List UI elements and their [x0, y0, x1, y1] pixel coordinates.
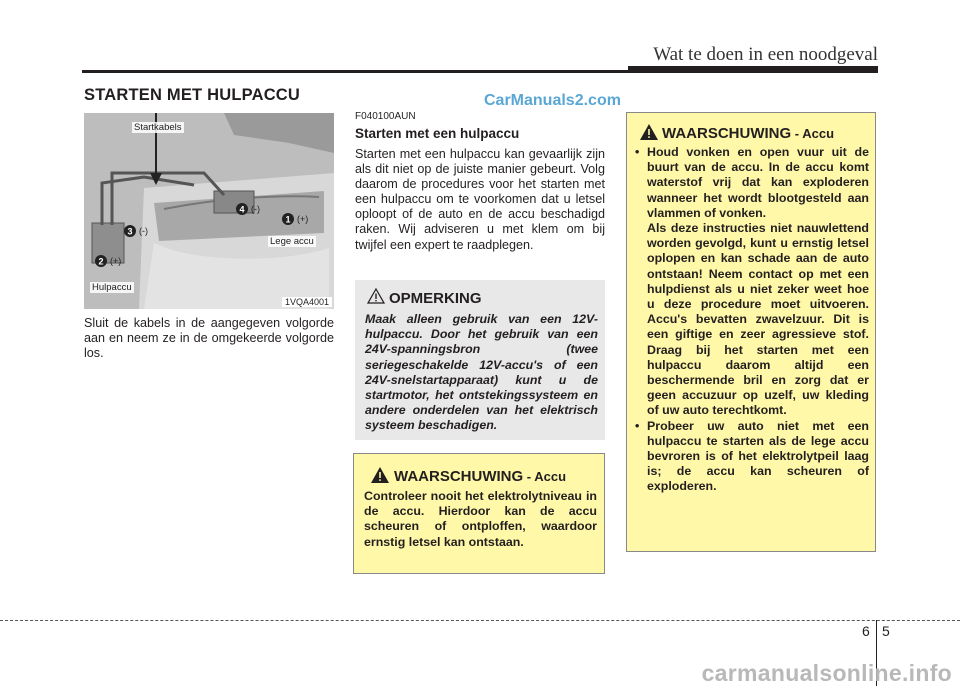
list-item: [633, 419, 869, 495]
warning2-title-sub: - Accu: [791, 126, 835, 141]
warning2-title: [662, 125, 834, 142]
minus-label-2: (-): [139, 226, 148, 236]
procedure-body: Starten met een hulpaccu kan gevaarlijk zijn als dit niet op de juiste manier gebeurt. Volg daarom de procedures voor het starten met een hulpaccu om te voorkomen dat u letsel oploopt of de auto en de accu beschadigd raken. Wij adviseren u met klem om bij twijfel een expert te raadplegen.: [355, 147, 605, 252]
warning-icon: [370, 466, 390, 484]
marker-3-label: 3: [127, 226, 133, 237]
watermark-bottom[interactable]: carmanualsonline.info: [701, 660, 952, 686]
warning2-item-1-cont: Als deze instructies niet nauwlettend worden gevolgd, kunt u ernstig letsel oplopen en kan schade aan de auto ontstaan! Neem contact op met een hulpdienst als u niet zeker weet hoe u deze procedure moet uitvoeren. Accu's bevatten zwavelzuur. Dit is een giftige en zeer agressieve stof. Draag bij het starten met een hulpaccu daarom altijd een beschermende bril en zorg dat er geen accuzuur op uzelf, uw kleding of uw auto terechtkomt.: [647, 221, 869, 418]
warning1-title-sub: - Accu: [523, 469, 567, 484]
plus-label-1: (+): [297, 214, 309, 224]
bullet-icon: •: [635, 145, 640, 159]
bullet-icon: •: [635, 418, 640, 433]
warning-box-sparks: [626, 112, 876, 552]
warning2-item-2: Probeer uw auto niet met een hulpaccu te starten als de lege accu bevroren is of het elektrolytpeil laag is; de accu kan scheuren of exploderen.: [647, 418, 869, 494]
plus-label-2: (+): [110, 256, 122, 266]
procedure-code: F040100AUN: [355, 111, 416, 122]
footer-dashed-rule: [0, 620, 960, 621]
jump-start-figure: [84, 113, 334, 309]
page-section-number: 6: [862, 623, 870, 639]
note-body: Maak alleen gebruik van een 12V-hulpaccu. Door het gebruik van een 24V-spanningsbron (twee seriegeschakelde 12V-accu's of een 24V-snelstartapparaat) kunt u de startmotor, het ontstekingssysteem en andere onderdelen van het elektrisch systeem beschadigen.: [365, 312, 598, 433]
note-box: [355, 280, 605, 440]
figure-code: 1VQA4001: [282, 297, 332, 307]
header-rule-accent: [628, 66, 878, 73]
car-engine-illustration: [84, 113, 334, 309]
figure-caption: Sluit de kabels in de aangegeven volgorde aan en neem ze in de omgekeerde volgorde los.: [84, 316, 334, 360]
warning2-title-main: WAARSCHUWING: [662, 125, 792, 142]
warning1-body: Controleer nooit het elektrolytniveau in de accu. Hierdoor kan de accu scheuren of ontploffen, waardoor ernstig letsel kan ontstaan.: [364, 489, 597, 549]
label-hulpaccu: Hulpaccu: [92, 282, 132, 293]
procedure-title: Starten met een hulpaccu: [355, 126, 520, 141]
marker-2-label: 2: [98, 256, 104, 267]
page-number: 5: [882, 623, 890, 639]
list-item: [633, 145, 869, 419]
warning2-list: [633, 145, 869, 495]
caution-outline-icon: [367, 288, 385, 304]
label-lege-accu: Lege accu: [270, 236, 314, 247]
label-startkabels: Startkabels: [134, 122, 182, 133]
warning1-title-main: WAARSCHUWING: [394, 468, 524, 485]
note-title: OPMERKING: [389, 290, 482, 307]
minus-label-1: (-): [251, 204, 260, 214]
marker-1-label: 1: [285, 214, 291, 225]
watermark-top[interactable]: CarManuals2.com: [484, 92, 621, 109]
header-title: Wat te doen in een noodgeval: [653, 44, 878, 65]
warning-box-electrolyte: [353, 453, 605, 574]
warning1-title: [394, 468, 566, 485]
warning2-item-1: Houd vonken en open vuur uit de buurt van de accu. In de accu komt waterstof vrij dat kan exploderen wanneer het wordt blootgesteld aan vlammen of vonken.: [647, 145, 869, 220]
marker-4-label: 4: [239, 204, 245, 215]
warning-icon: [639, 123, 659, 141]
section-title: STARTEN MET HULPACCU: [84, 86, 301, 104]
